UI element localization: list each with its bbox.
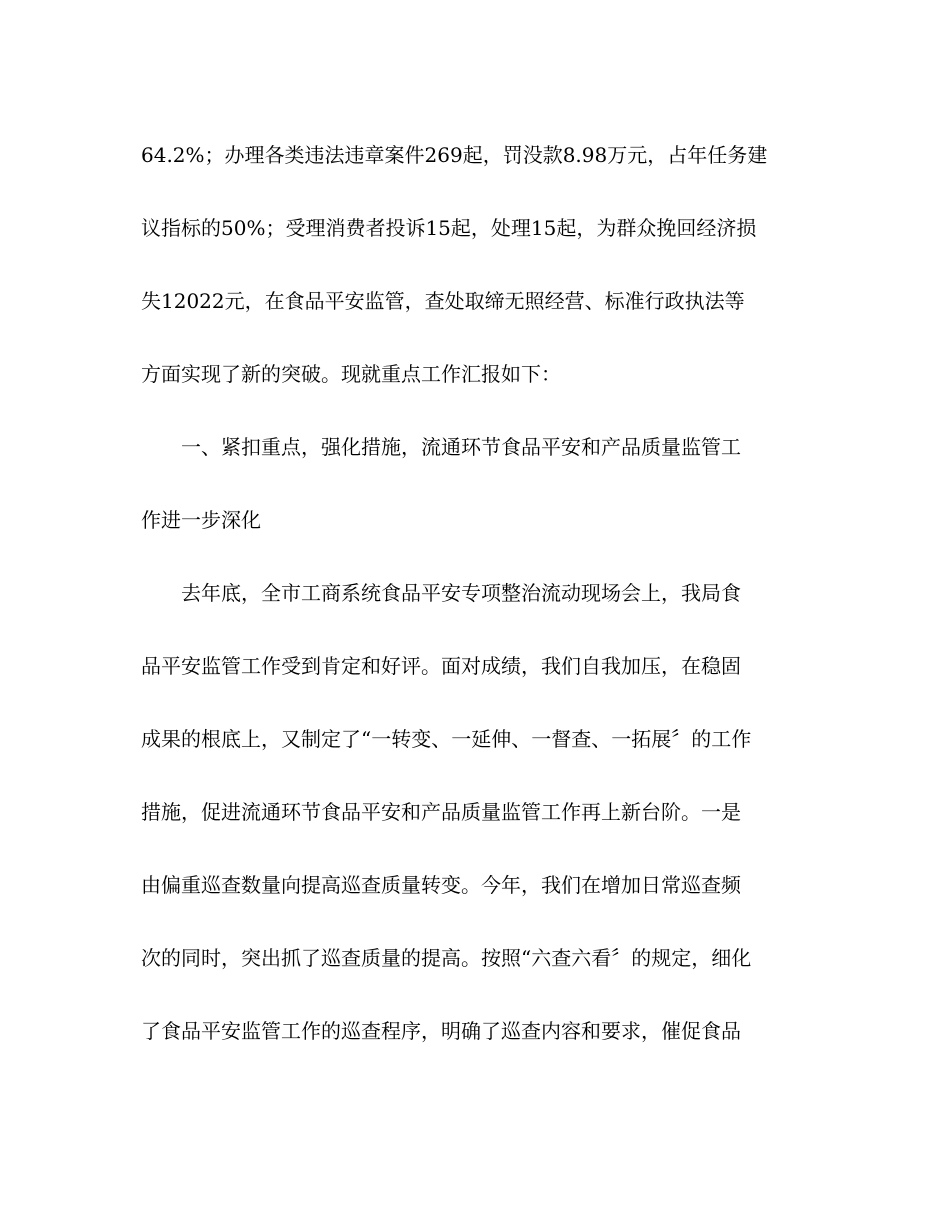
text-line: 次的同时，突出抓了巡查质量的提高。按照“六查六看〞的规定，细化 [141, 946, 752, 970]
text-line: 去年底，全市工商系统食品平安专项整治流动现场会上，我局食 [141, 581, 741, 605]
section-heading: 作进一步深化 [141, 508, 261, 532]
text-line: 失12022元，在食品平安监管，查处取缔无照经营、标准行政执法等 [141, 289, 745, 313]
text-line: 了食品平安监管工作的巡查程序，明确了巡查内容和要求，催促食品 [141, 1019, 741, 1043]
text-line: 64.2%；办理各类违法违章案件269起，罚没款8.98万元，占年任务建 [141, 143, 768, 167]
text-line: 方面实现了新的突破。现就重点工作汇报如下： [141, 362, 561, 386]
text-line: 成果的根底上，又制定了“一转变、一延伸、一督查、一拓展〞的工作 [141, 727, 752, 751]
section-heading: 一、紧扣重点，强化措施，流通环节食品平安和产品质量监管工 [141, 435, 741, 459]
text-line: 议指标的50%；受理消费者投诉15起，处理15起，为群众挽回经济损 [141, 216, 757, 240]
text-line: 品平安监管工作受到肯定和好评。面对成绩，我们自我加压，在稳固 [141, 654, 741, 678]
text-line: 措施，促进流通环节食品平安和产品质量监管工作再上新台阶。一是 [141, 800, 741, 824]
text-line: 由偏重巡查数量向提高巡查质量转变。今年，我们在增加日常巡查频 [141, 873, 741, 897]
